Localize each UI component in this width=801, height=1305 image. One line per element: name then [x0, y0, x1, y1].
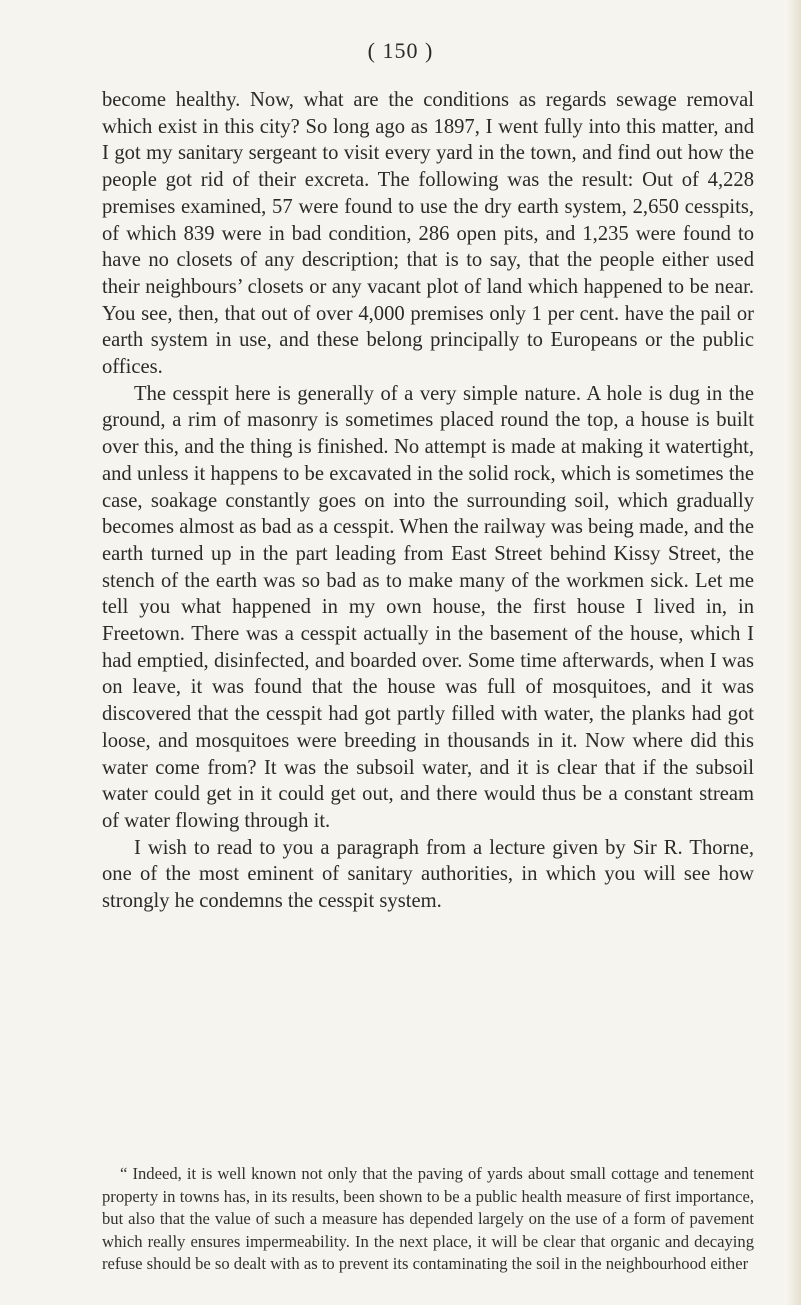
paragraph-lecture-intro: I wish to read to you a paragraph from a lecture given by Sir R. Thorne, one of the most eminent of sanitary authorities, in which you will see how strongly he condemns the cesspit system. [102, 836, 754, 913]
paragraph-cesspit-nature: The cesspit here is generally of a very simple nature. A hole is dug in the ground, a rim of masonry is sometimes placed round the top, a house is built over this, and the thing is finished. No attempt is made at making it watertight, and unless it happens to be excavated in the solid rock, which is sometimes the case, soakage constantly goes on into the surrounding soil, which gradually becomes almost as bad as a cesspit. When the railway was being made, and the earth turned up in the part leading from East Street behind Kissy Street, the stench of the earth was so bad as to make many of the workmen sick. Let me tell you what happened in my own house, the first house I lived in, in Freetown. There was a cesspit actually in the basement of the house, which I had emptied, disinfected, and boarded over. Some time afterwards, when I was on leave, it was found that the house was full of mosquitoes, and it was discovered that the cesspit had got partly filled with water, the planks had got loose, and mosquitoes were breeding in thousands in it. Now where did this water come from? It was the subsoil water, and it is clear that if the subsoil water could get in it could get out, and there would thus be a constant stream of water flowing through it. [102, 382, 754, 832]
page-edge [787, 0, 801, 1305]
paragraph-sewage-survey: become healthy. Now, what are the conditions as regards sewage removal which exist in this city? So long ago as 1897, I went fully into this matter, and I got my sanitary sergeant to visit every yard in the town, and find out how the people got rid of their excreta. The following was the result: Out of 4,228 premises examined, 57 were found to use the dry earth system, 2,650 cesspits, of which 839 were in bad condition, 286 open pits, and 1,235 were found to have no closets of any description; that is to say, that the people either used their neighbours’ closets or any vacant plot of land which happened to be near. You see, then, that out of over 4,000 premises only 1 per cent. have the pail or earth system in use, and these belong principally to Europeans or the public offices. [102, 89, 754, 379]
body-text [102, 87, 754, 915]
page-number: ( 150 ) [367, 38, 434, 63]
quotation-thorne-lecture: “ Indeed, it is well known not only that the paving of yards about small cottage and tenement property in towns has, in its results, been shown to be a public health measure of first importance, but also that the value of such a measure has depended largely on the use of a form of pavement which really ensures impermeability. In the next place, it will be clear that organic and decaying refuse should be so dealt with as to prevent its contaminating the soil in the neighbourhood either [102, 1164, 754, 1273]
